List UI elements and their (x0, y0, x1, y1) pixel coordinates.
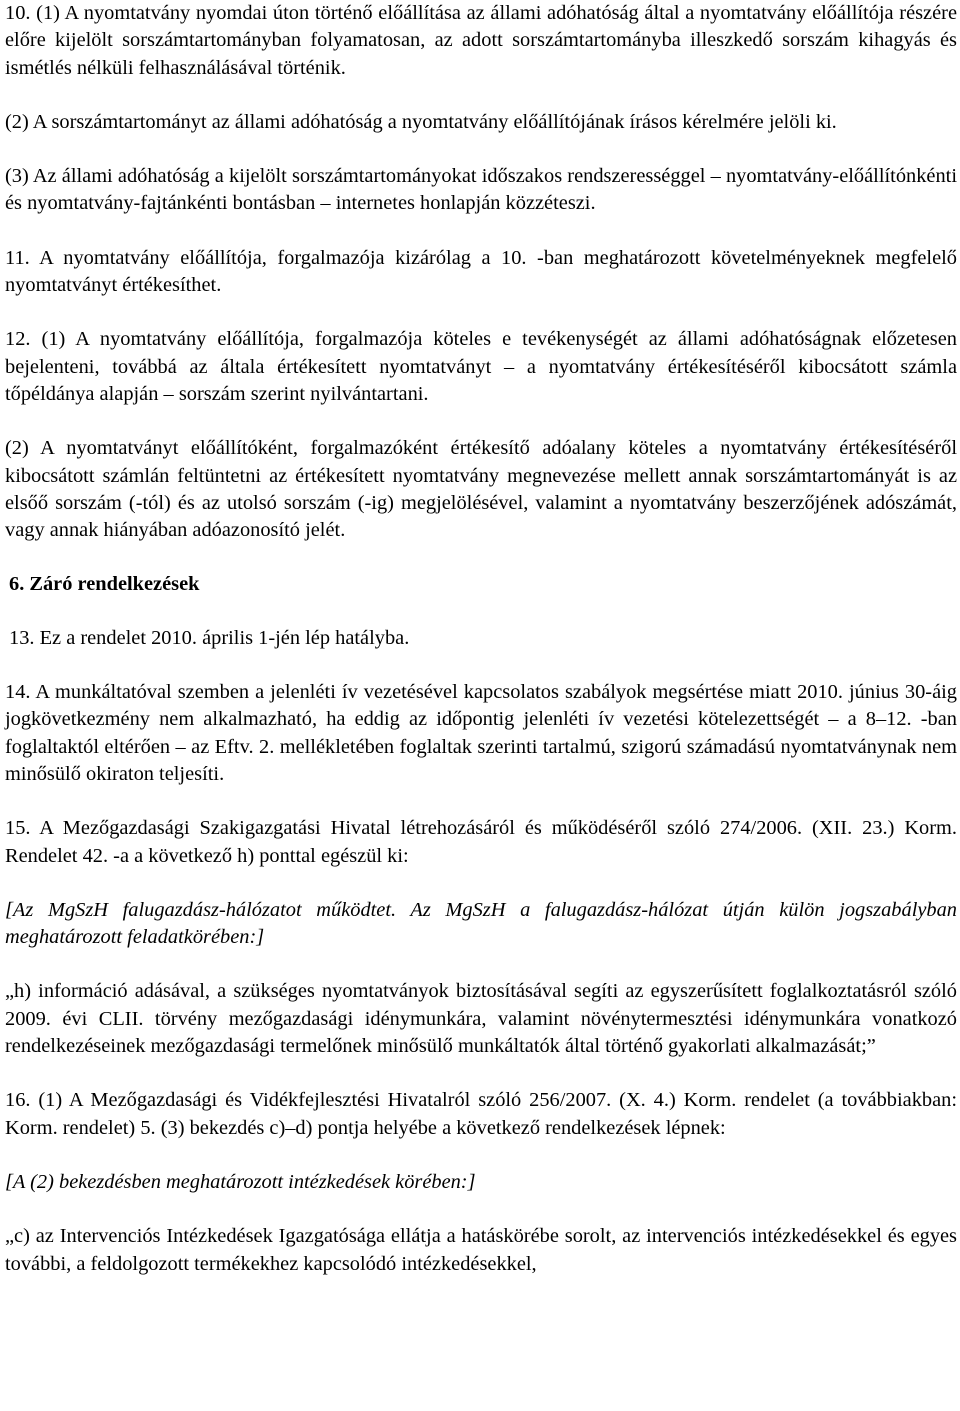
paragraph-13: 13. Ez a rendelet 2010. április 1-jén lép hatályba. (9, 626, 410, 649)
paragraph-11: 11. A nyomtatvány előállítója, forgalmazója kizárólag a 10. -ban meghatározott követelményeknek megfelelő nyomtatványt értékesíthet. (5, 246, 957, 297)
document-page (5, 0, 957, 1278)
paragraph-12-2: (2) A nyomtatványt előállítóként, forgalmazóként értékesítő adóalany köteles a nyomtatvány értékesítéséről kibocsátott számlán feltüntetni az értékesített nyomtatvány megnevezése mellett annak sorszámtartományát is az elsőő sorszám (-tól) és az utolsó sorszám (-ig) megjelölésével, valamint a nyomtatvány beszerzőjének adószámát, vagy annak hiányában adóazonosító jelét. (5, 437, 957, 542)
paragraph-15: 15. A Mezőgazdasági Szakigazgatási Hivatal létrehozásáról és működéséről szóló 274/2006. (XII. 23.) Korm. Rendelet 42. -a a következő h) ponttal egészül ki: (5, 817, 957, 867)
paragraph-10-2: (2) A sorszámtartományt az állami adóhatóság a nyomtatvány előállítójának írásos kérelmére jelöli ki. (5, 110, 837, 133)
paragraph-16-c: „c) az Intervenciós Intézkedések Igazgatósága ellátja a hatáskörébe sorolt, az intervenciós intézkedésekkel és egyes további, a feldolgozott termékekhez kapcsolódó intézkedésekkel, (5, 1225, 957, 1275)
paragraph-12-1: 12. (1) A nyomtatvány előállítója, forgalmazója köteles e tevékenységét az állami adóhatóságnak előzetesen bejelenteni, továbbá az általa értékesített nyomtatványt – a nyomtatvány értékesítéséről kibocsátott számla tőpéldánya alapján – sorszám szerint nyilvántartani. (5, 328, 957, 405)
paragraph-14: 14. A munkáltatóval szemben a jelenléti ív vezetésével kapcsolatos szabályok megsértése miatt 2010. június 30-áig jogkövetkezmény nem alkalmazható, ha eddig az időpontig jelenléti ív vezetési kötelezettségét – a 8–12. -ban foglaltaktól eltérően – az Eftv. 2. mellékletében foglaltak szerinti tartalmú, szigorú számadású nyomtatványnak nem minősülő okiraton teljesíti. (5, 681, 957, 785)
paragraph-10-1: 10. (1) A nyomtatvány nyomdai úton történő előállítása az állami adóhatóság által a nyomtatvány előállítója részére előre kijelölt sorszámtartományban folyamatosan, az adott sorszámtartományba illeszkedő sorszám kihagyás és ismétlés nélküli felhasználásával történik. (5, 2, 957, 79)
section-heading: 6. Záró rendelkezések (9, 573, 200, 596)
paragraph-15-bracket: [Az MgSzH falugazdász-hálózatot működtet. Az MgSzH a falugazdász-hálózat útján külön jogszabályban meghatározott feladatkörében:] (5, 898, 957, 949)
paragraph-16-1: 16. (1) A Mezőgazdasági és Vidékfejlesztési Hivatalról szóló 256/2007. (X. 4.) Korm. rendelet (a továbbiakban: Korm. rendelet) 5. (3) bekezdés c)–d) pontja helyébe a következő rendelkezések lépnek: (5, 1089, 957, 1139)
paragraph-10-3: (3) Az állami adóhatóság a kijelölt sorszámtartományokat időszakos rendszerességgel – nyomtatvány-előállítónkénti és nyomtatvány-fajtánkénti bontásban – internetes honlapján közzéteszi. (5, 165, 957, 215)
paragraph-15-h: „h) információ adásával, a szükséges nyomtatványok biztosításával segíti az egyszerűsített foglalkoztatásról szóló 2009. évi CLII. törvény mezőgazdasági idénymunkára, valamint növénytermesztési idénymunkára vonatkozó rendelkezéseinek mezőgazdasági termelőnek minősülő munkáltatók által történő gyakorlati alkalmazását;” (5, 980, 957, 1058)
paragraph-16-bracket: [A (2) bekezdésben meghatározott intézkedések körében:] (5, 1170, 476, 1193)
